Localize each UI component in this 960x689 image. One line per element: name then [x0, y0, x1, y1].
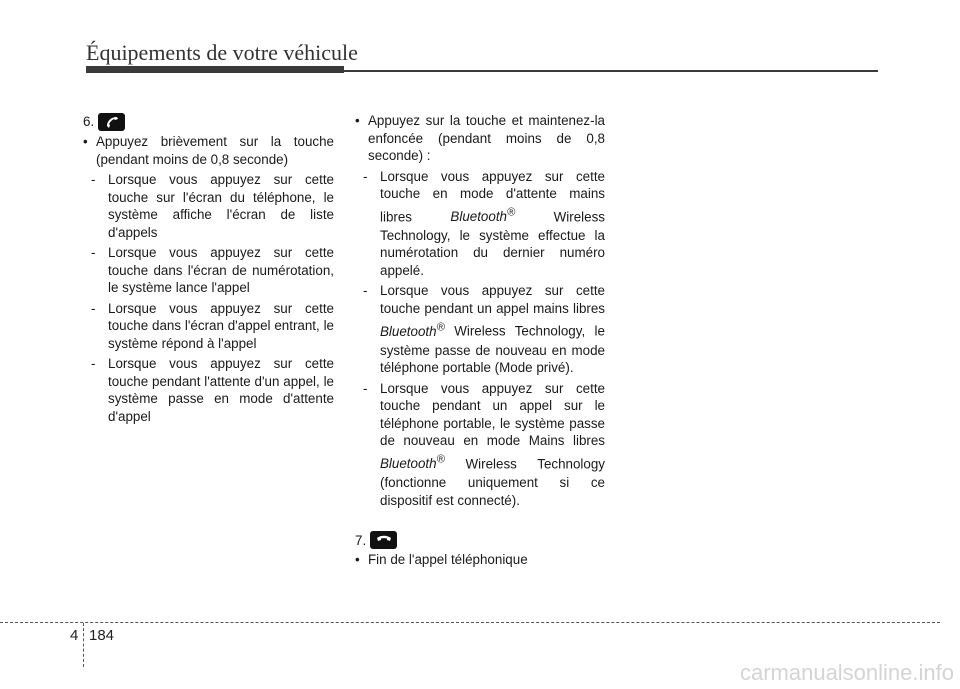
item-number: 7.: [355, 532, 367, 548]
item-6-heading: [83, 112, 334, 132]
item-number: 6.: [83, 114, 95, 130]
bullet-text: Appuyez brièvement sur la touche (pendant moins de 0,8 seconde): [96, 134, 334, 167]
bluetooth-brand: [450, 206, 516, 224]
bluetooth-word: Bluetooth: [380, 323, 437, 339]
bluetooth-word: Bluetooth: [450, 208, 507, 224]
sub-item-text: [380, 168, 605, 280]
footer-vertical-rule: [83, 623, 84, 667]
bullet-text: Fin de l'appel téléphonique: [368, 552, 528, 568]
dash-mark: -: [363, 168, 368, 184]
bullet-item: [355, 551, 605, 569]
sub-item-text-after: Wireless Technology, le système effectue la numérotation du dernier numéro appelé.: [380, 208, 605, 278]
page-section-title: Équipements de votre véhicule: [86, 40, 358, 65]
bullet-text: Appuyez sur la touche et maintenez-la enfoncée (pendant moins de 0,8 seconde) :: [368, 113, 605, 163]
sub-item: [355, 282, 605, 376]
sub-item: [83, 244, 334, 297]
right-column: [355, 112, 605, 570]
page-number: 184: [89, 627, 115, 644]
registered-mark: ®: [436, 453, 445, 466]
phone-call-icon: [98, 113, 125, 131]
chapter-number: 4: [70, 627, 79, 644]
header-rule-thick: [86, 66, 344, 73]
bullet-mark: •: [355, 113, 360, 128]
bluetooth-brand: [380, 321, 445, 339]
registered-mark: ®: [507, 206, 516, 219]
bullet-item: [355, 112, 605, 165]
sub-item: [355, 168, 605, 280]
item-7-heading: [355, 530, 605, 550]
sub-item-text-before: Lorsque vous appuyez sur cette touche pendant un appel sur le téléphone portable, le système passe de nouveau en mode Mains libres: [380, 380, 605, 449]
dash-mark: -: [91, 172, 96, 187]
spacer: [355, 512, 605, 530]
dash-mark: -: [363, 380, 368, 396]
sub-item-text: Lorsque vous appuyez sur cette touche dans l'écran d'appel entrant, le système répond à l'appel: [108, 300, 334, 351]
sub-item-text: Lorsque vous appuyez sur cette touche dans l'écran de numérotation, le système lance l'appel: [108, 245, 334, 295]
dash-mark: -: [363, 283, 368, 299]
header-rule-thin: [344, 70, 878, 72]
sub-item: [83, 171, 334, 241]
dash-mark: -: [91, 356, 96, 371]
bluetooth-word: Bluetooth: [380, 456, 437, 472]
bullet-mark: •: [83, 134, 88, 149]
sub-item-text-before: Lorsque vous appuyez sur cette touche pendant un appel mains libres: [380, 283, 605, 316]
sub-item-text-after: Wireless Technology, le système passe de nouveau en mode téléphone portable (Mode privé).: [380, 323, 605, 376]
phone-hangup-icon: [370, 531, 397, 549]
watermark: carmanualsonline.info: [739, 660, 954, 685]
dash-mark: -: [91, 300, 96, 316]
sub-item-text-after: Wireless Technology (fonctionne uniquement si ce dispositif est connecté).: [380, 456, 605, 508]
bluetooth-brand: [380, 453, 445, 472]
sub-item-text: [380, 282, 605, 376]
sub-item: [83, 300, 334, 353]
bullet-item: [83, 133, 334, 168]
dash-mark: -: [91, 245, 96, 260]
bullet-mark: •: [355, 552, 360, 568]
sub-item: [83, 355, 334, 425]
sub-item: [355, 380, 605, 509]
sub-item-text-before: Lorsque vous appuyez sur cette touche en mode d'attente mains libres: [380, 168, 605, 224]
footer-dashed-rule: [0, 622, 940, 623]
sub-item-text: [380, 380, 605, 509]
registered-mark: ®: [436, 321, 445, 334]
sub-item-text: Lorsque vous appuyez sur cette touche pendant l'attente d'un appel, le système passe en mode d'attente d'appel: [108, 356, 334, 424]
left-column: [83, 112, 334, 428]
sub-item-text: Lorsque vous appuyez sur cette touche sur l'écran du téléphone, le système affiche l'écran de liste d'appels: [108, 172, 334, 240]
